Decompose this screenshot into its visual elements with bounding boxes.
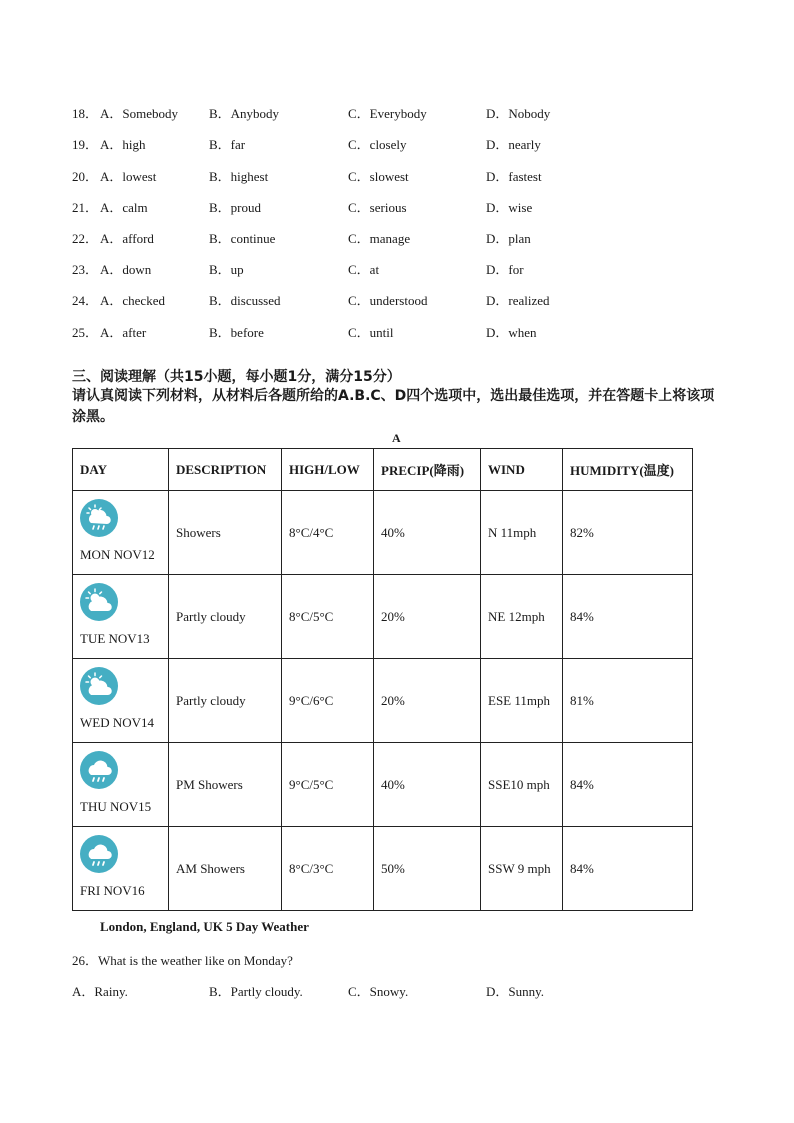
description-cell: PM Showers [169,743,282,827]
question-number: 22． [72,231,99,246]
cloze-question-19 [72,134,732,154]
cloze-question-20 [72,166,732,186]
description-cell: Showers [169,491,282,575]
option-b: B．Anybody [209,106,280,121]
section-instruction: 请认真阅读下列材料，从材料后各题所给的A.B.C、D四个选项中，选出最佳选项，并在答题卡上将该项涂黑。 [72,388,715,425]
option-b: B．proud [209,200,262,215]
option-d: D．when [486,325,537,340]
header-humidity: HUMIDITY(温度) [563,449,693,491]
day-cell [73,575,169,659]
option-d: D．nearly [486,137,541,152]
question-number: 21． [72,200,99,215]
description-cell: Partly cloudy [169,575,282,659]
wind-cell: ESE 11mph [481,659,563,743]
option-b: B．before [209,325,264,340]
wind-cell: SSE10 mph [481,743,563,827]
option-d: D．realized [486,293,550,308]
day-label: TUE NOV13 [80,631,150,646]
wind-cell: NE 12mph [481,575,563,659]
day-cell [73,743,169,827]
header-description: DESCRIPTION [169,449,282,491]
wind-cell: SSW 9 mph [481,827,563,911]
table-row [73,491,693,575]
day-label: MON NOV12 [80,547,155,562]
table-row [73,575,693,659]
description-cell: Partly cloudy [169,659,282,743]
option-b: B．continue [209,231,276,246]
highlow-cell: 8°C/3°C [282,827,374,911]
cloud-rain-icon [80,751,118,789]
weather-table [72,448,693,911]
option-d: D．Sunny. [486,984,545,999]
question-number: 18． [72,106,99,121]
partly-cloudy-icon [80,583,118,621]
option-b: B．discussed [209,293,281,308]
highlow-cell: 8°C/5°C [282,575,374,659]
precip-cell: 40% [374,743,481,827]
highlow-cell: 9°C/6°C [282,659,374,743]
cloze-question-23 [72,259,732,279]
option-c: C．Snowy. [348,984,409,999]
table-caption: London, England, UK 5 Day Weather [100,919,309,934]
option-c: C．at [348,262,380,277]
header-day: DAY [73,449,169,491]
description-cell: AM Showers [169,827,282,911]
option-a: A．checked [100,293,165,308]
option-d: D．fastest [486,169,542,184]
highlow-cell: 8°C/4°C [282,491,374,575]
wind-cell: N 11mph [481,491,563,575]
humidity-cell: 81% [563,659,693,743]
option-a: A．Somebody [100,106,179,121]
cloud-rain-icon [80,835,118,873]
cloze-question-24 [72,290,732,310]
option-a: A．down [100,262,152,277]
option-a: A．high [100,137,146,152]
question-number: 23． [72,262,99,277]
cloze-question-21 [72,197,732,217]
option-d: D．wise [486,200,533,215]
option-c: C．Everybody [348,106,427,121]
question-number: 20． [72,169,99,184]
highlow-cell: 9°C/5°C [282,743,374,827]
option-d: D．for [486,262,524,277]
humidity-cell: 84% [563,743,693,827]
header-highlow: HIGH/LOW [282,449,374,491]
option-d: D．Nobody [486,106,551,121]
humidity-cell: 84% [563,827,693,911]
weather-table-header-row [73,449,693,491]
question-26-stem: 26．What is the weather like on Monday? [72,953,293,968]
option-a: A．afford [100,231,154,246]
partly-cloudy-icon [80,667,118,705]
table-row [73,659,693,743]
day-cell [73,659,169,743]
header-wind: WIND [481,449,563,491]
option-c: C．serious [348,200,407,215]
question-26-options [72,981,732,1001]
humidity-cell: 82% [563,491,693,575]
day-label: WED NOV14 [80,715,155,730]
option-d: D．plan [486,231,531,246]
partly-cloudy-rain-icon [80,499,118,537]
option-c: C．until [348,325,394,340]
table-row [73,827,693,911]
question-number: 19． [72,137,99,152]
cloze-question-25 [72,322,732,342]
precip-cell: 20% [374,575,481,659]
option-b: B．highest [209,169,269,184]
passage-label: A [392,431,401,445]
cloze-question-22 [72,228,732,248]
option-b: B．up [209,262,244,277]
option-a: A．Rainy. [72,984,128,999]
precip-cell: 20% [374,659,481,743]
precip-cell: 40% [374,491,481,575]
humidity-cell: 84% [563,575,693,659]
option-a: A．calm [100,200,148,215]
option-c: C．slowest [348,169,409,184]
option-a: A．after [100,325,147,340]
option-a: A．lowest [100,169,157,184]
section-title: 三、阅读理解（共15小题，每小题1分，满分15分） [72,369,401,385]
day-label: FRI NOV16 [80,883,145,898]
day-cell [73,827,169,911]
precip-cell: 50% [374,827,481,911]
day-label: THU NOV15 [80,799,152,814]
day-cell [73,491,169,575]
table-row [73,743,693,827]
option-c: C．closely [348,137,407,152]
question-number: 24． [72,293,99,308]
option-c: C．manage [348,231,411,246]
option-b: B．Partly cloudy. [209,984,303,999]
option-b: B．far [209,137,246,152]
header-precip: PRECIP(降雨) [374,449,481,491]
option-c: C．understood [348,293,428,308]
question-number: 25． [72,325,99,340]
cloze-question-18 [72,103,732,123]
